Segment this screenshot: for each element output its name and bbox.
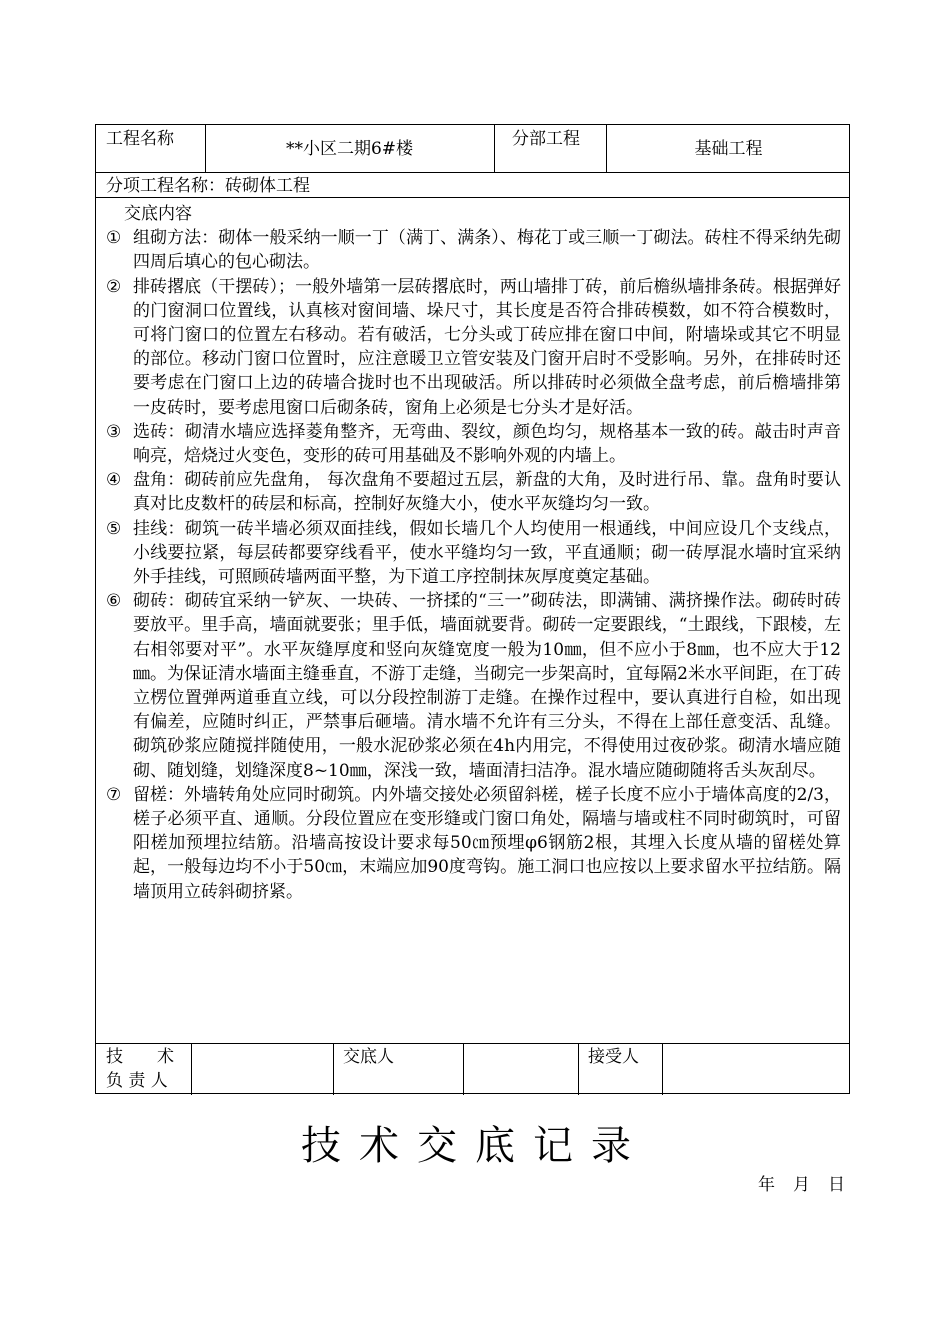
item-number: ⑤ bbox=[106, 518, 122, 539]
item-number: ② bbox=[106, 276, 122, 297]
item-number: ⑦ bbox=[106, 784, 122, 805]
item-text: 排砖撂底（干摆砖）；一般外墙第一层砖撂底时，两山墙排丁砖，前后檐纵墙排条砖。根据弹好的门窗洞口位置线，认真核对窗间墙、垛尺寸，其长度是否符合排砖模数，如不符合模数时，可将门窗口的位置左右移动。若有破活，七分头或丁砖应排在窗口中间，附墙垛或其它不明显的部位。移动门窗口位置时，应注意暖卫立管安装及门窗开启时不受影响。另外，在排砖时还要考虑在门窗口上边的砖墙合拢时也不出现破活。所以排砖时必须做全盘考虑，前后檐墙排第一皮砖时，要考虑甩窗口后砌条砖，窗角上必须是七分头才是好活。 bbox=[133, 276, 841, 418]
content-title: 交底内容 bbox=[124, 204, 192, 224]
content-item bbox=[106, 226, 841, 274]
disclosure-content bbox=[106, 202, 841, 904]
subitem-name: 分项工程名称：砖砌体工程 bbox=[106, 176, 310, 196]
item-text: 盘角：砌砖前应先盘角， 每次盘角不要超过五层，新盘的大角，及时进行吊、靠。盘角时要认真对比皮数杆的砖层和标高，控制好灰缝大小，使水平灰缝均匀一致。 bbox=[133, 470, 841, 515]
item-number: ③ bbox=[106, 421, 122, 442]
project-name-value: **小区二期6#楼 bbox=[285, 139, 414, 159]
content-item bbox=[106, 517, 841, 590]
content-item bbox=[106, 420, 841, 468]
item-text: 挂线：砌筑一砖半墙必须双面挂线，假如长墙几个人均使用一根通线，中间应设几个支线点，小线要拉紧，每层砖都要穿线看平，使水平缝均匀一致，平直通顺；砌一砖厚混水墙时宜采纳外手挂线，可照顾砖墙两面平整，为下道工序控制抹灰厚度奠定基础。 bbox=[133, 518, 841, 588]
disclosure-table bbox=[95, 124, 850, 1094]
column-divider bbox=[333, 1043, 334, 1095]
column-divider bbox=[463, 1043, 464, 1095]
column-divider bbox=[662, 1043, 663, 1095]
content-item bbox=[106, 275, 841, 420]
document-title: 技术交底记录 bbox=[301, 1123, 649, 1169]
column-divider bbox=[494, 125, 495, 172]
tech-lead-label-line2: 负 责 人 bbox=[106, 1071, 168, 1091]
division-label: 分部工程 bbox=[512, 129, 580, 149]
item-number: ⑥ bbox=[106, 591, 122, 612]
row-divider bbox=[96, 1043, 849, 1044]
tech-lead-label-line1: 技 术 bbox=[106, 1047, 174, 1067]
row-divider bbox=[96, 172, 849, 173]
column-divider bbox=[578, 1043, 579, 1095]
presenter-label: 交底人 bbox=[343, 1047, 394, 1067]
receiver-label: 接受人 bbox=[588, 1047, 639, 1067]
item-number: ④ bbox=[106, 470, 122, 491]
date-line bbox=[740, 1170, 845, 1195]
date-day: 日 bbox=[828, 1175, 845, 1195]
column-divider bbox=[191, 1043, 192, 1095]
date-month: 月 bbox=[793, 1175, 810, 1195]
item-text: 组砌方法：砌体一般采纳一顺一丁（满丁、满条）、梅花丁或三顺一丁砌法。砖柱不得采纳先砌四周后填心的包心砌法。 bbox=[133, 228, 841, 273]
content-item bbox=[106, 468, 841, 516]
content-item bbox=[106, 589, 841, 783]
item-text: 砌砖：砌砖宜采纳一铲灰、一块砖、一挤揉的“三一”砌砖法，即满铺、满挤操作法。砌砖时砖要放平。里手高，墙面就要张；里手低，墙面就要背。砌砖一定要跟线，“土跟线，下跟棱，左右相邻要对平”。水平灰缝厚度和竖向灰缝宽度一般为10㎜，但不应小于8㎜，也不应大于12㎜。为保证清水墙面主缝垂直，不游丁走缝，当砌完一步架高时，宜每隔2米水平间距，在丁砖立楞位置弹两道垂直立线，可以分段控制游丁走缝。在操作过程中，要认真进行自检，如出现有偏差，应随时纠正，严禁事后砸墙。清水墙不允许有三分头，不得在上部任意变活、乱缝。砌筑砂浆应随搅拌随使用，一般水泥砂浆必须在4h内用完，不得使用过夜砂浆。砌清水墙应随砌、随划缝，划缝深度8~10㎜，深浅一致，墙面清扫洁净。混水墙应随砌随将舌头灰刮尽。 bbox=[133, 591, 841, 781]
item-text: 选砖：砌清水墙应选择菱角整齐，无弯曲、裂纹，颜色均匀，规格基本一致的砖。敲击时声音响亮，焙烧过火变色，变形的砖可用基础及不影响外观的内墙上。 bbox=[133, 421, 841, 467]
content-item bbox=[106, 783, 841, 904]
item-number: ① bbox=[106, 228, 122, 249]
project-name-label: 工程名称 bbox=[106, 129, 174, 149]
item-text: 留槎：外墙转角处应同时砌筑。内外墙交接处必须留斜槎，槎子长度不应小于墙体高度的2/3，槎子必须平直、通顺。分段位置应在变形缝或门窗口角处，隔墙与墙或柱不同时砌筑时，可留阳槎加预埋拉结筋。沿墙高按设计要求每50㎝预埋φ6钢筋2根，其埋入长度从墙的留槎处算起，一般每边均不小于50㎝，末端应加90度弯钩。施工洞口也应按以上要求留水平拉结筋。隔墙顶用立砖斜砌挤紧。 bbox=[133, 784, 841, 902]
date-year: 年 bbox=[758, 1175, 775, 1195]
division-value: 基础工程 bbox=[694, 139, 763, 159]
